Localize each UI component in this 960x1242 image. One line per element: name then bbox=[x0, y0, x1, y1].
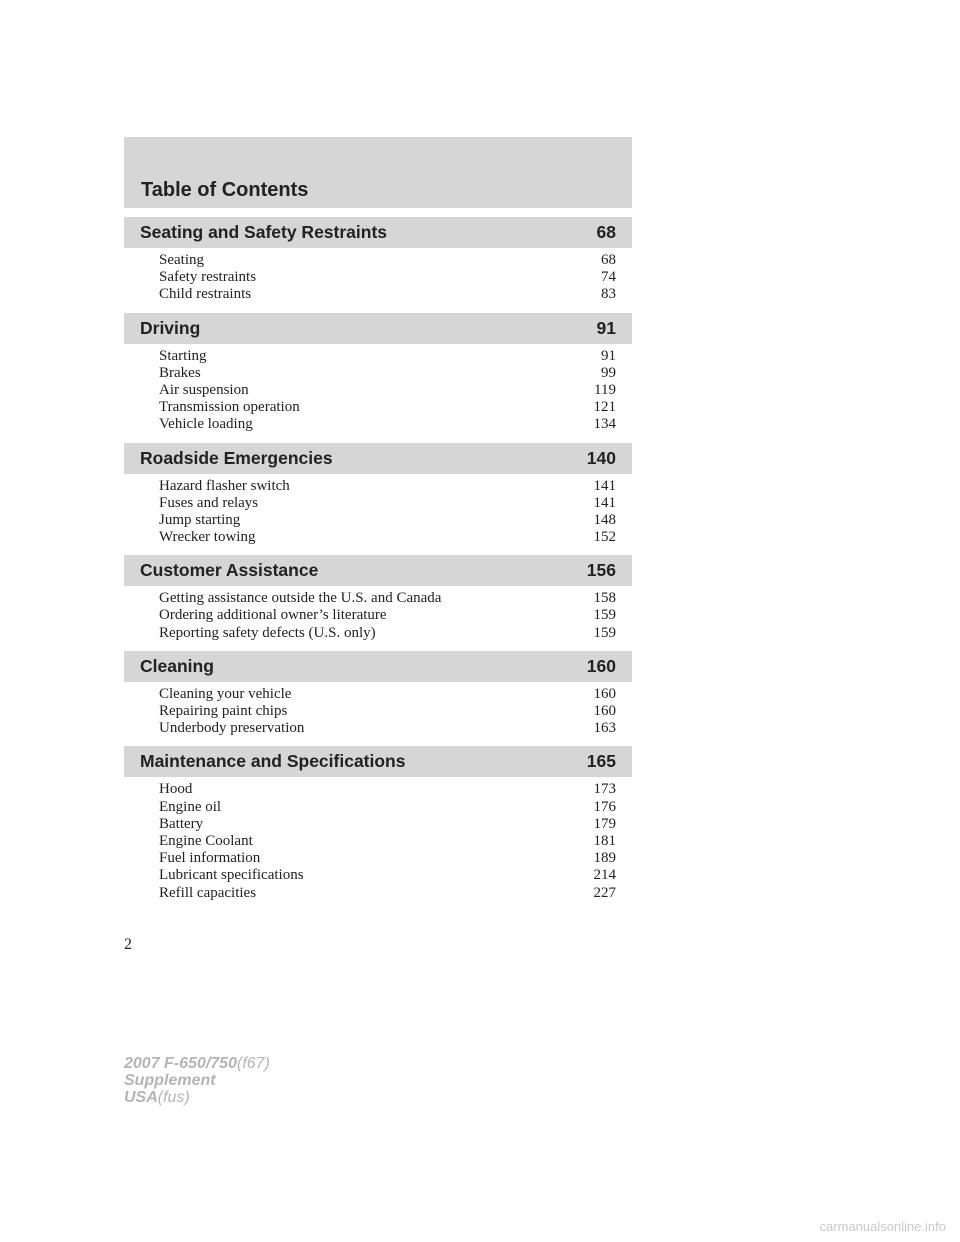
section-title: Driving bbox=[140, 317, 201, 338]
section-title: Cleaning bbox=[140, 655, 214, 676]
entry-label: Getting assistance outside the U.S. and Canada bbox=[159, 590, 442, 607]
entry-page: 83 bbox=[601, 286, 616, 303]
toc-entry[interactable] bbox=[159, 625, 616, 642]
entry-page: 163 bbox=[593, 720, 616, 737]
entry-page: 159 bbox=[593, 607, 616, 624]
entry-page: 152 bbox=[593, 529, 616, 546]
toc-section bbox=[124, 313, 632, 434]
entry-page: 134 bbox=[593, 416, 616, 433]
entry-page: 141 bbox=[593, 494, 616, 511]
toc-header bbox=[124, 137, 632, 208]
entry-label: Jump starting bbox=[159, 511, 241, 528]
section-page: 156 bbox=[586, 560, 616, 581]
entry-page: 214 bbox=[593, 867, 616, 884]
entry-page: 181 bbox=[593, 832, 616, 849]
toc-entry[interactable] bbox=[159, 703, 616, 720]
page-title: Table of Contents bbox=[141, 179, 309, 201]
section-items bbox=[124, 682, 632, 738]
toc-entry[interactable] bbox=[159, 399, 616, 416]
entry-label: Ordering additional owner’s literature bbox=[159, 607, 387, 624]
section-title: Customer Assistance bbox=[140, 560, 319, 581]
toc-entry[interactable] bbox=[159, 416, 616, 433]
entry-page: 176 bbox=[593, 798, 616, 815]
entry-label: Cleaning your vehicle bbox=[159, 685, 292, 702]
section-heading[interactable] bbox=[124, 443, 632, 474]
toc-entry[interactable] bbox=[159, 529, 616, 546]
watermark: carmanualsonline.info bbox=[819, 1219, 946, 1234]
entry-page: 141 bbox=[593, 477, 616, 494]
footer-code: (f67) bbox=[236, 1055, 270, 1072]
section-title: Roadside Emergencies bbox=[140, 447, 333, 468]
entry-label: Engine oil bbox=[159, 798, 222, 815]
toc-section bbox=[124, 746, 632, 901]
page-number: 2 bbox=[124, 936, 132, 953]
entry-label: Safety restraints bbox=[159, 269, 257, 286]
entry-page: 227 bbox=[593, 884, 616, 901]
section-heading[interactable] bbox=[124, 217, 632, 248]
toc-entry[interactable] bbox=[159, 286, 616, 303]
toc-entry[interactable] bbox=[159, 833, 616, 850]
section-title: Maintenance and Specifications bbox=[140, 751, 406, 772]
entry-label: Battery bbox=[159, 815, 204, 832]
entry-page: 173 bbox=[593, 781, 616, 798]
entry-page: 160 bbox=[593, 703, 616, 719]
entry-label: Brakes bbox=[159, 364, 201, 381]
entry-label: Air suspension bbox=[159, 381, 249, 398]
section-items bbox=[124, 586, 632, 642]
footer-market-code: (fus) bbox=[157, 1089, 190, 1106]
entry-label: Engine Coolant bbox=[159, 832, 253, 849]
entry-label: Fuses and relays bbox=[159, 494, 259, 511]
section-page: 160 bbox=[586, 655, 616, 676]
entry-page: 68 bbox=[601, 252, 616, 268]
section-page: 91 bbox=[596, 317, 616, 338]
entry-label: Repairing paint chips bbox=[159, 703, 288, 719]
toc-entry[interactable] bbox=[159, 348, 616, 365]
section-heading[interactable] bbox=[124, 651, 632, 682]
section-heading[interactable] bbox=[124, 746, 632, 777]
footer-model: 2007 F-650/750 bbox=[124, 1055, 237, 1072]
entry-page: 159 bbox=[593, 624, 616, 641]
entry-page: 121 bbox=[593, 399, 616, 416]
footer-market: USA bbox=[124, 1089, 158, 1106]
entry-page: 179 bbox=[593, 815, 616, 832]
entry-label: Starting bbox=[159, 347, 207, 364]
section-page: 140 bbox=[586, 447, 616, 468]
toc-entry[interactable] bbox=[159, 720, 616, 737]
entry-label: Fuel information bbox=[159, 850, 261, 867]
toc-entry[interactable] bbox=[159, 885, 616, 902]
entry-page: 119 bbox=[594, 381, 616, 398]
entry-label: Refill capacities bbox=[159, 884, 257, 901]
toc-entry[interactable] bbox=[159, 867, 616, 884]
entry-page: 148 bbox=[593, 511, 616, 528]
toc-entry[interactable] bbox=[159, 590, 616, 607]
section-items bbox=[124, 777, 632, 901]
toc-entry[interactable] bbox=[159, 365, 616, 382]
toc-section bbox=[124, 651, 632, 738]
entry-label: Child restraints bbox=[159, 286, 252, 303]
toc-entry[interactable] bbox=[159, 686, 616, 703]
entry-label: Lubricant specifications bbox=[159, 867, 304, 884]
toc-entry[interactable] bbox=[159, 382, 616, 399]
toc-entry[interactable] bbox=[159, 816, 616, 833]
entry-label: Hazard flasher switch bbox=[159, 477, 290, 494]
toc-entry[interactable] bbox=[159, 478, 616, 495]
section-heading[interactable] bbox=[124, 555, 632, 586]
entry-page: 160 bbox=[593, 685, 616, 702]
toc-entry[interactable] bbox=[159, 607, 616, 624]
entry-label: Vehicle loading bbox=[159, 416, 253, 433]
toc-entry[interactable] bbox=[159, 781, 616, 798]
entry-label: Hood bbox=[159, 781, 193, 798]
section-items bbox=[124, 344, 632, 434]
toc-entry[interactable] bbox=[159, 252, 616, 269]
entry-page: 91 bbox=[601, 347, 616, 364]
table-of-contents bbox=[124, 137, 632, 902]
toc-section bbox=[124, 443, 632, 547]
toc-section bbox=[124, 555, 632, 642]
entry-label: Wrecker towing bbox=[159, 529, 256, 546]
section-items bbox=[124, 248, 632, 304]
entry-label: Underbody preservation bbox=[159, 720, 305, 737]
toc-entry[interactable] bbox=[159, 799, 616, 816]
toc-section bbox=[124, 217, 632, 304]
toc-sections bbox=[124, 217, 632, 902]
footer-supplement: Supplement bbox=[124, 1072, 216, 1089]
entry-label: Transmission operation bbox=[159, 399, 300, 416]
entry-label: Reporting safety defects (U.S. only) bbox=[159, 624, 376, 641]
entry-page: 189 bbox=[593, 850, 616, 867]
toc-entry[interactable] bbox=[159, 512, 616, 529]
entry-page: 74 bbox=[601, 269, 616, 286]
section-title: Seating and Safety Restraints bbox=[140, 222, 388, 242]
entry-page: 99 bbox=[601, 364, 616, 381]
section-page: 68 bbox=[596, 222, 616, 242]
section-items bbox=[124, 474, 632, 547]
toc-entry[interactable] bbox=[159, 495, 616, 512]
document-footer bbox=[124, 1055, 270, 1106]
toc-entry[interactable] bbox=[159, 269, 616, 286]
section-heading[interactable] bbox=[124, 313, 632, 344]
entry-label: Seating bbox=[159, 252, 204, 268]
section-page: 165 bbox=[586, 751, 616, 772]
entry-page: 158 bbox=[593, 590, 616, 607]
toc-entry[interactable] bbox=[159, 850, 616, 867]
